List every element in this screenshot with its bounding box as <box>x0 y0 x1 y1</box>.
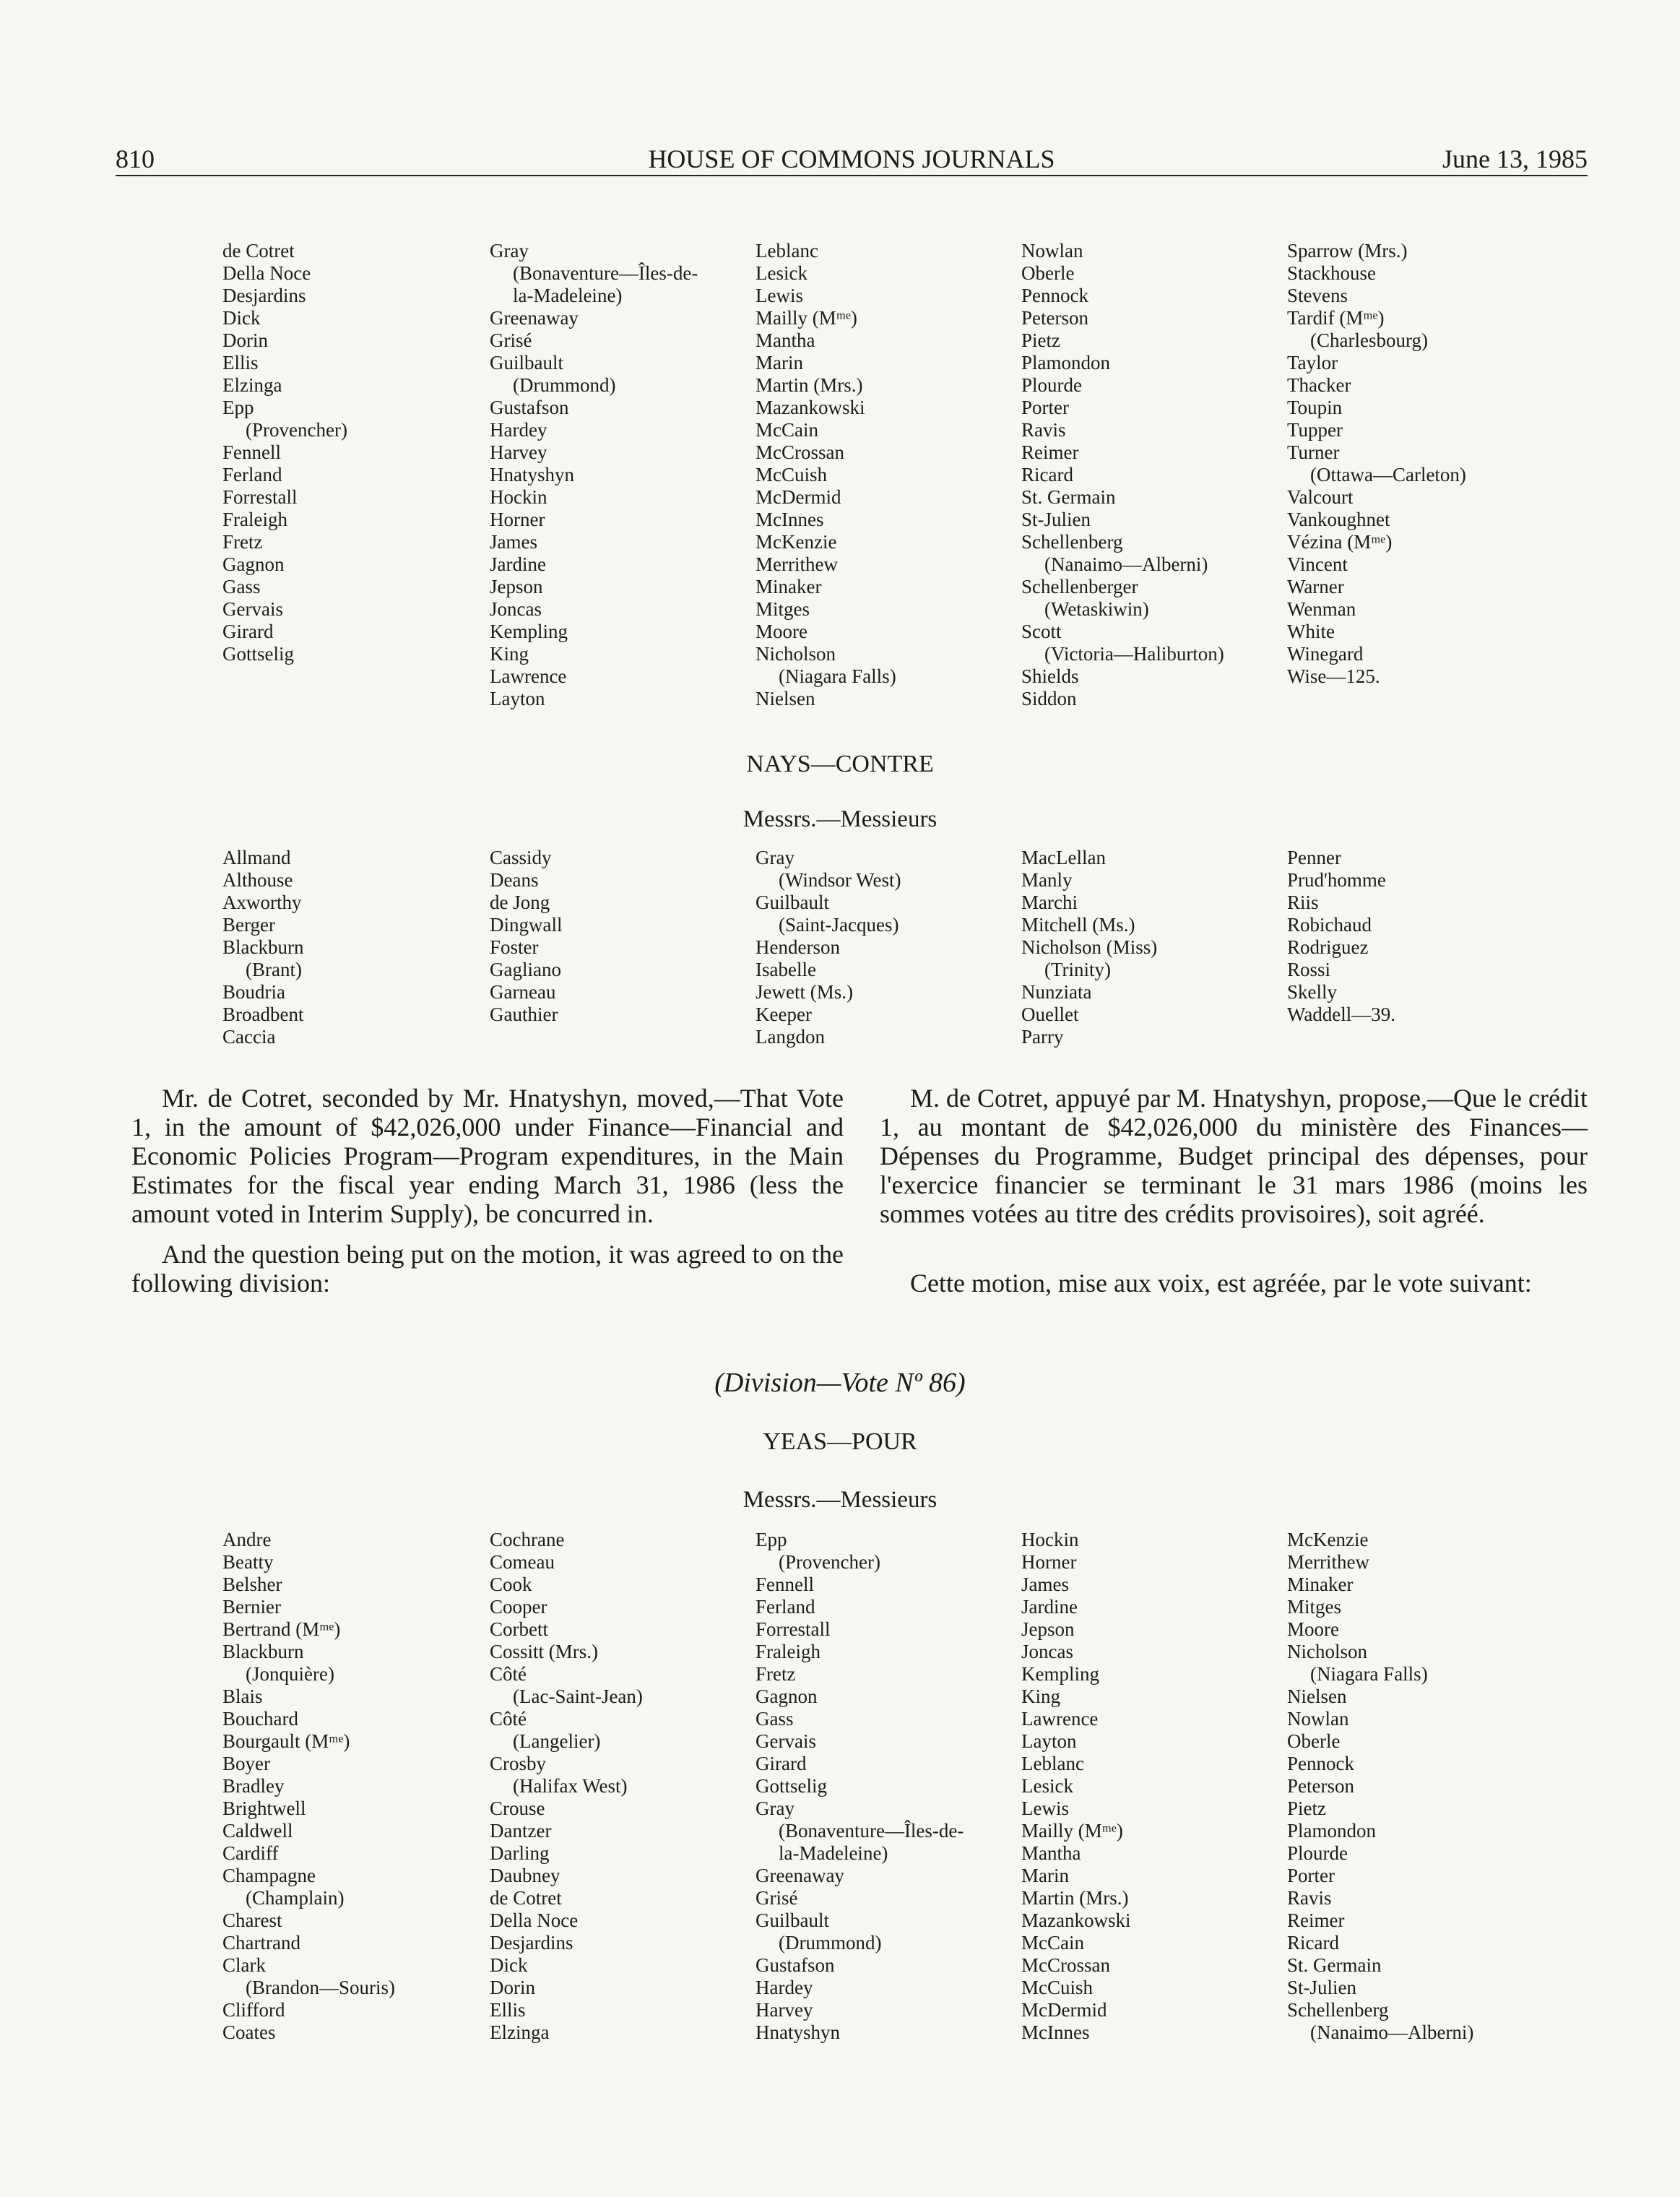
member-name: (Trinity) <box>1044 959 1112 980</box>
member-name: Darling <box>490 1842 550 1864</box>
member-name: Cooper <box>490 1596 547 1618</box>
member-name: Ricard <box>1021 464 1073 485</box>
member-name: Gervais <box>222 598 283 620</box>
member-name: Reimer <box>1287 1909 1345 1931</box>
member-name: Nicholson (Miss) <box>1021 936 1158 958</box>
member-name: Isabelle <box>755 959 816 980</box>
name-column <box>755 1529 964 2044</box>
member-name: Fennell <box>755 1574 814 1595</box>
member-name: Côté <box>490 1708 527 1730</box>
member-name: Nielsen <box>755 688 815 709</box>
member-name: Wenman <box>1287 598 1356 620</box>
member-name: McCain <box>1021 1932 1084 1954</box>
name-column <box>1021 847 1157 1048</box>
member-name: Caldwell <box>222 1820 293 1842</box>
member-name: Ellis <box>490 1999 526 2021</box>
member-name: Ricard <box>1287 1932 1339 1954</box>
nays-heading: NAYS—CONTRE <box>746 751 934 777</box>
division-yeas-list <box>217 1529 1589 2049</box>
member-name: Dantzer <box>490 1820 552 1842</box>
member-name: Gustafson <box>490 397 569 418</box>
member-name: Elzinga <box>222 374 282 396</box>
member-name: Mazankowski <box>1021 1909 1131 1931</box>
member-name: Hardey <box>490 419 547 441</box>
name-column <box>222 847 303 1048</box>
member-name: Kempling <box>1021 1663 1099 1685</box>
member-name: St. Germain <box>1021 486 1116 508</box>
member-name: Siddon <box>1021 688 1077 709</box>
member-name: Allmand <box>222 847 291 868</box>
member-name: McCrossan <box>1021 1954 1110 1976</box>
member-name: Martin (Mrs.) <box>755 374 863 396</box>
member-name: Rossi <box>1287 959 1331 980</box>
member-name: Foster <box>490 936 539 958</box>
member-name: Desjardins <box>490 1932 573 1954</box>
member-name: de Jong <box>490 892 550 913</box>
member-name: Vincent <box>1287 553 1348 575</box>
member-name: McDermid <box>1021 1999 1107 2021</box>
member-name: Nicholson <box>755 643 836 665</box>
member-name: Crouse <box>490 1797 545 1819</box>
member-name: Hardey <box>755 1977 813 1998</box>
member-name: Corbett <box>490 1618 548 1640</box>
member-name: Wise—125. <box>1287 665 1380 687</box>
member-name: Caccia <box>222 1026 276 1048</box>
member-name: Schellenberg <box>1287 1999 1389 2021</box>
member-name: Stackhouse <box>1287 262 1376 284</box>
member-name: Jepson <box>490 576 543 597</box>
member-name: Warner <box>1287 576 1344 597</box>
header-rule <box>116 175 1588 176</box>
member-name: Langdon <box>755 1026 825 1048</box>
member-name: (Drummond) <box>779 1932 882 1954</box>
member-name: (Brant) <box>246 959 302 980</box>
member-name: Winegard <box>1287 643 1364 665</box>
member-name: Lawrence <box>1021 1708 1099 1730</box>
member-name: (Windsor West) <box>779 869 901 891</box>
member-name: Mitges <box>755 598 810 620</box>
member-name: Lewis <box>755 285 803 306</box>
member-name: McDermid <box>755 486 841 508</box>
member-name: Joncas <box>1021 1641 1073 1662</box>
member-name: (Wetaskiwin) <box>1044 598 1149 620</box>
member-name: (Provencher) <box>779 1551 880 1573</box>
member-name: Blackburn <box>222 1641 304 1662</box>
member-name: Waddell—39. <box>1287 1003 1396 1025</box>
member-name: King <box>1021 1685 1060 1707</box>
member-name: Mailly (Mᵐᵉ) <box>1021 1820 1123 1842</box>
member-name: Jardine <box>1021 1596 1078 1618</box>
member-name: Merrithew <box>755 553 838 575</box>
member-name: Dick <box>490 1954 528 1976</box>
member-name: Plourde <box>1287 1842 1348 1864</box>
member-name: St. Germain <box>1287 1954 1382 1976</box>
motion-french <box>880 1084 1588 1298</box>
member-name: (Nanaimo—Alberni) <box>1044 553 1208 575</box>
member-name: (Jonquière) <box>246 1663 334 1685</box>
member-name: Greenaway <box>490 307 579 329</box>
member-name: Belsher <box>222 1574 282 1595</box>
member-name: Bourgault (Mᵐᵉ) <box>222 1730 350 1752</box>
name-column <box>490 240 698 710</box>
yeas-subheading: Messrs.—Messieurs <box>742 1487 938 1513</box>
member-name: Lewis <box>1021 1797 1069 1819</box>
member-name: Pietz <box>1287 1797 1326 1819</box>
member-name: Jardine <box>490 553 546 575</box>
member-name: Nunziata <box>1021 981 1092 1003</box>
member-name: Epp <box>755 1529 787 1550</box>
member-name: Skelly <box>1287 981 1338 1003</box>
member-name: (Champlain) <box>246 1887 345 1909</box>
name-column <box>222 240 347 665</box>
member-name: Moore <box>1287 1618 1339 1640</box>
member-name: Garneau <box>490 981 556 1003</box>
member-name: McCain <box>755 419 818 441</box>
member-name: Greenaway <box>755 1865 844 1886</box>
member-name: Clifford <box>222 1999 285 2021</box>
member-name: Gray <box>755 1797 794 1819</box>
member-name: Dorin <box>222 329 268 351</box>
member-name: McInnes <box>755 509 824 530</box>
member-name: Bernier <box>222 1596 281 1618</box>
member-name: Minaker <box>1287 1574 1354 1595</box>
member-name: Guilbault <box>755 1909 829 1931</box>
member-name: Turner <box>1287 441 1340 463</box>
member-name: Bouchard <box>222 1708 298 1730</box>
member-name: Pennock <box>1021 285 1088 306</box>
member-name: Comeau <box>490 1551 555 1573</box>
member-name: Schellenberg <box>1021 531 1123 553</box>
member-name: Charest <box>222 1909 282 1931</box>
name-column <box>490 847 563 1026</box>
name-column <box>1287 847 1395 1026</box>
member-name: Berger <box>222 914 275 936</box>
member-name: Blackburn <box>222 936 304 958</box>
member-name: White <box>1287 621 1335 642</box>
member-name: Fennell <box>222 441 281 463</box>
member-name: Fretz <box>222 531 263 553</box>
member-name: (Nanaimo—Alberni) <box>1310 2021 1474 2043</box>
member-name: Gauthier <box>490 1003 558 1025</box>
member-name: Crosby <box>490 1753 547 1774</box>
member-name: Gass <box>755 1708 794 1730</box>
member-name: McCuish <box>755 464 828 485</box>
member-name: (Victoria—Haliburton) <box>1044 643 1224 665</box>
member-name: Minaker <box>755 576 822 597</box>
member-name: (Drummond) <box>513 374 616 396</box>
member-name: (Brandon—Souris) <box>246 1977 395 1998</box>
member-name: Nowlan <box>1287 1708 1349 1730</box>
member-name: (Bonaventure—Îles-de- <box>779 1820 964 1842</box>
member-name: Gottselig <box>755 1775 827 1797</box>
member-name: Mantha <box>755 329 815 351</box>
division-title: (Division—Vote Nº 86) <box>714 1368 966 1398</box>
member-name: Harvey <box>490 441 547 463</box>
member-name: Blais <box>222 1685 263 1707</box>
member-name: Ellis <box>222 352 259 374</box>
member-name: la-Madeleine) <box>779 1842 888 1864</box>
member-name: Horner <box>1021 1551 1077 1573</box>
member-name: Coates <box>222 2021 276 2043</box>
name-column <box>1021 1529 1130 2044</box>
member-name: Hockin <box>1021 1529 1079 1550</box>
member-name: Vézina (Mᵐᵉ) <box>1287 531 1393 553</box>
member-name: Mitges <box>1287 1596 1342 1618</box>
member-name: Pietz <box>1021 329 1060 351</box>
member-name: Ouellet <box>1021 1003 1079 1025</box>
member-name: Cochrane <box>490 1529 565 1550</box>
member-name: Daubney <box>490 1865 560 1886</box>
member-name: Ferland <box>222 464 282 485</box>
motion-french-question: Cette motion, mise aux voix, est agréée, par le vote suivant: <box>910 1269 1532 1298</box>
member-name: Sparrow (Mrs.) <box>1287 240 1408 262</box>
member-name: Toupin <box>1287 397 1343 418</box>
member-name: Thacker <box>1287 374 1351 396</box>
member-name: Joncas <box>490 598 542 620</box>
member-name: Mazankowski <box>755 397 865 418</box>
member-name: Lesick <box>1021 1775 1073 1797</box>
member-name: (Saint-Jacques) <box>779 914 899 936</box>
member-name: Forrestall <box>755 1618 831 1640</box>
member-name: Vankoughnet <box>1287 509 1390 530</box>
member-name: McCuish <box>1021 1977 1094 1998</box>
member-name: Lawrence <box>490 665 567 687</box>
member-name: Jewett (Ms.) <box>755 981 853 1003</box>
nays-subheading: Messrs.—Messieurs <box>742 806 938 832</box>
yeas-heading: YEAS—POUR <box>763 1428 917 1455</box>
member-name: Scott <box>1021 621 1062 642</box>
member-name: Dorin <box>490 1977 535 1998</box>
member-name: Parry <box>1021 1026 1064 1048</box>
member-name: St-Julien <box>1287 1977 1357 1998</box>
member-name: Reimer <box>1021 441 1079 463</box>
member-name: Boudria <box>222 981 285 1003</box>
name-column <box>222 1529 395 2044</box>
member-name: (Langelier) <box>513 1730 601 1752</box>
member-name: Forrestall <box>222 486 298 508</box>
member-name: Keeper <box>755 1003 812 1025</box>
member-name: Prud'homme <box>1287 869 1386 891</box>
member-name: Marchi <box>1021 892 1078 913</box>
member-name: Peterson <box>1021 307 1088 329</box>
member-name: Côté <box>490 1663 527 1685</box>
name-column <box>1021 240 1224 710</box>
page-header <box>116 142 1588 176</box>
member-name: Mailly (Mᵐᵉ) <box>755 307 857 329</box>
member-name: Robichaud <box>1287 914 1372 936</box>
member-name: Rodriguez <box>1287 936 1369 958</box>
member-name: Clark <box>222 1954 266 1976</box>
member-name: Guilbault <box>755 892 829 913</box>
member-name: James <box>1021 1574 1069 1595</box>
member-name: Girard <box>222 621 274 642</box>
member-name: McCrossan <box>755 441 844 463</box>
member-name: (Provencher) <box>246 419 347 441</box>
member-name: McKenzie <box>1287 1529 1369 1550</box>
member-name: (Bonaventure—Îles-de- <box>513 262 698 284</box>
member-name: Hnatyshyn <box>490 464 574 485</box>
member-name: Kempling <box>490 621 568 642</box>
member-name: Cassidy <box>490 847 552 868</box>
member-name: Cardiff <box>222 1842 279 1864</box>
member-name: Grisé <box>755 1887 798 1909</box>
member-name: Layton <box>490 688 545 709</box>
member-name: Gervais <box>755 1730 816 1752</box>
member-name: Nicholson <box>1287 1641 1367 1662</box>
member-name: Stevens <box>1287 285 1348 306</box>
yeas-continued-list <box>217 240 1589 717</box>
member-name: Cook <box>490 1574 532 1595</box>
name-column <box>755 240 896 710</box>
member-name: Dick <box>222 307 261 329</box>
member-name: Lesick <box>755 262 807 284</box>
member-name: Oberle <box>1287 1730 1341 1752</box>
member-name: (Niagara Falls) <box>1310 1663 1428 1685</box>
member-name: Penner <box>1287 847 1341 868</box>
member-name: Althouse <box>222 869 293 891</box>
member-name: Harvey <box>755 1999 813 2021</box>
member-name: Deans <box>490 869 539 891</box>
member-name: la-Madeleine) <box>513 285 623 306</box>
name-column <box>1287 1529 1473 2044</box>
member-name: Mantha <box>1021 1842 1081 1864</box>
member-name: Marin <box>755 352 803 374</box>
member-name: Hnatyshyn <box>755 2021 840 2043</box>
member-name: Moore <box>755 621 807 642</box>
member-name: King <box>490 643 529 665</box>
member-name: Martin (Mrs.) <box>1021 1887 1129 1909</box>
member-name: (Lac-Saint-Jean) <box>513 1685 643 1707</box>
member-name: Desjardins <box>222 285 306 306</box>
page-number: 810 <box>116 144 155 173</box>
member-name: Henderson <box>755 936 840 958</box>
journal-title: HOUSE OF COMMONS JOURNALS <box>648 144 1055 173</box>
member-name: MacLellan <box>1021 847 1106 868</box>
member-name: (Ottawa—Carleton) <box>1310 464 1466 485</box>
member-name: Tardif (Mᵐᵉ) <box>1287 307 1385 329</box>
nays-list <box>217 847 1589 1056</box>
member-name: Manly <box>1021 869 1073 891</box>
name-column <box>490 1529 643 2044</box>
member-name: Riis <box>1287 892 1319 913</box>
member-name: Gass <box>222 576 261 597</box>
page-date: June 13, 1985 <box>1442 144 1588 173</box>
member-name: Merrithew <box>1287 1551 1369 1573</box>
motion-english-text: Mr. de Cotret, seconded by Mr. Hnatyshyn, moved,—That Vote 1, in the amount of $42,026,000 under Finance—Financial and Economic Policies Program—Program expenditures, in the Main Estimates for the fiscal year ending March 31, 1986 (less the amount voted in Interim Supply), be concurred in. <box>131 1084 844 1228</box>
member-name: Broadbent <box>222 1003 304 1025</box>
member-name: Shields <box>1021 665 1079 687</box>
name-column <box>755 847 901 1048</box>
member-name: Mitchell (Ms.) <box>1021 914 1135 936</box>
member-name: Porter <box>1287 1865 1335 1886</box>
member-name: Gray <box>490 240 529 262</box>
member-name: Marin <box>1021 1865 1069 1886</box>
member-name: Chartrand <box>222 1932 300 1954</box>
member-name: Oberle <box>1021 262 1075 284</box>
member-name: Grisé <box>490 329 532 351</box>
member-name: Gray <box>755 847 794 868</box>
member-name: Gagnon <box>755 1685 818 1707</box>
member-name: de Cotret <box>490 1887 562 1909</box>
member-name: Hockin <box>490 486 547 508</box>
member-name: Della Noce <box>222 262 311 284</box>
member-name: McKenzie <box>755 531 837 553</box>
member-name: Axworthy <box>222 892 302 913</box>
member-name: (Niagara Falls) <box>779 665 896 687</box>
member-name: Plamondon <box>1021 352 1111 374</box>
member-name: Epp <box>222 397 254 418</box>
member-name: Peterson <box>1287 1775 1354 1797</box>
member-name: St-Julien <box>1021 509 1091 530</box>
member-name: (Charlesbourg) <box>1310 329 1428 351</box>
member-name: de Cotret <box>222 240 295 262</box>
member-name: Nowlan <box>1021 240 1083 262</box>
member-name: Leblanc <box>1021 1753 1084 1774</box>
member-name: Guilbault <box>490 352 563 374</box>
member-name: Taylor <box>1287 352 1338 374</box>
member-name: Fretz <box>755 1663 796 1685</box>
member-name: Della Noce <box>490 1909 579 1931</box>
member-name: Layton <box>1021 1730 1077 1752</box>
member-name: Schellenberger <box>1021 576 1138 597</box>
member-name: Brightwell <box>222 1797 306 1819</box>
member-name: Bertrand (Mᵐᵉ) <box>222 1618 341 1640</box>
member-name: Gagliano <box>490 959 561 980</box>
member-name: Cossitt (Mrs.) <box>490 1641 599 1662</box>
member-name: Ravis <box>1021 419 1066 441</box>
member-name: Tupper <box>1287 419 1343 441</box>
member-name: Gottselig <box>222 643 294 665</box>
member-name: Plourde <box>1021 374 1082 396</box>
member-name: Champagne <box>222 1865 316 1886</box>
member-name: (Halifax West) <box>513 1775 628 1797</box>
member-name: Ravis <box>1287 1887 1332 1909</box>
member-name: Girard <box>755 1753 807 1774</box>
member-name: Elzinga <box>490 2021 550 2043</box>
member-name: Beatty <box>222 1551 274 1573</box>
member-name: Porter <box>1021 397 1069 418</box>
member-name: Dingwall <box>490 914 563 936</box>
motion-english <box>131 1084 844 1298</box>
motion-french-text: M. de Cotret, appuyé par M. Hnatyshyn, propose,—Que le crédit 1, au montant de $42,026,000 du ministère des Finances—Dépenses du Programme, Budget principal des dépenses, pour l'exercice financier se terminant le 31 mars 1986 (moins les sommes votées au titre des crédits provisoires), soit agréé. <box>880 1084 1588 1228</box>
member-name: Jepson <box>1021 1618 1075 1640</box>
member-name: Valcourt <box>1287 486 1354 508</box>
member-name: Nielsen <box>1287 1685 1347 1707</box>
member-name: Fraleigh <box>755 1641 820 1662</box>
member-name: Andre <box>222 1529 272 1550</box>
member-name: Plamondon <box>1287 1820 1377 1842</box>
member-name: Boyer <box>222 1753 270 1774</box>
name-column <box>1287 240 1466 688</box>
member-name: Leblanc <box>755 240 818 262</box>
member-name: Gustafson <box>755 1954 835 1976</box>
member-name: Ferland <box>755 1596 815 1618</box>
member-name: Pennock <box>1287 1753 1354 1774</box>
motion-english-question: And the question being put on the motion, it was agreed to on the following division: <box>131 1240 844 1298</box>
member-name: Bradley <box>222 1775 285 1797</box>
member-name: McInnes <box>1021 2021 1090 2043</box>
member-name: James <box>490 531 537 553</box>
member-name: Horner <box>490 509 545 530</box>
member-name: Fraleigh <box>222 509 287 530</box>
member-name: Gagnon <box>222 553 285 575</box>
